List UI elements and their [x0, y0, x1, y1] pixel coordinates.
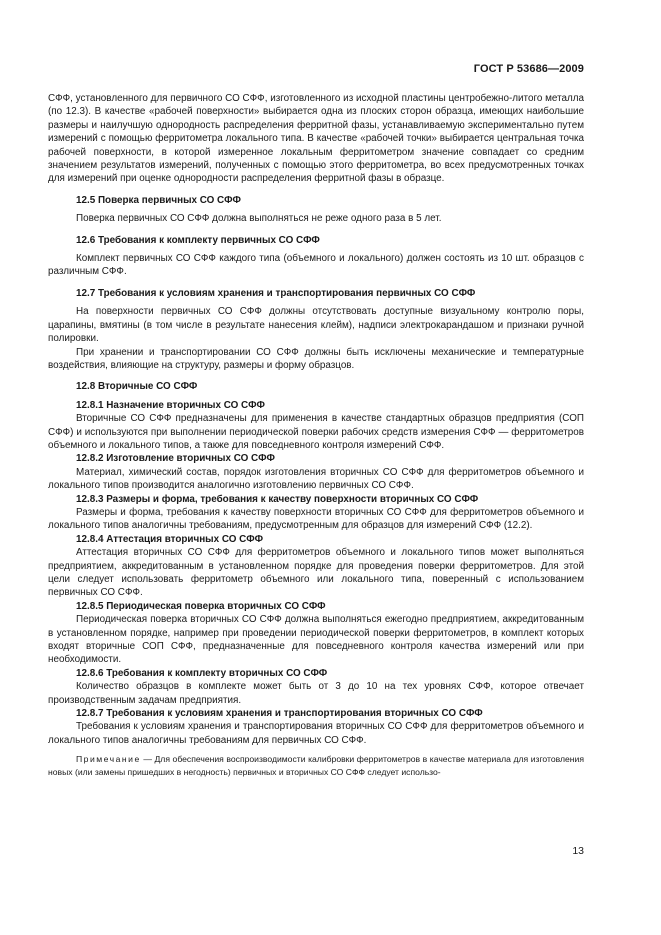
standard-header: ГОСТ Р 53686—2009 [473, 63, 584, 75]
section-12-7-text-2: При хранении и транспортировании СО СФФ должны быть исключены механические и температурные воздействия, влияющие на структуру, размеры и форму образцов. [48, 346, 584, 371]
section-12-8-6-title: 12.8.6 Требования к комплекту вторичных СО СФФ [76, 667, 328, 679]
section-12-8-1-text: Вторичные СО СФФ предназначены для применения в качестве стандартных образцов предприятия (СОП СФФ) и используются при выполнении периодической поверки рабочих средств измерения СФФ — ферритометров объемного и локального типов, а также для повседневного контроля измерений СФФ. [48, 413, 584, 451]
section-12-5-title: 12.5 Поверка первичных СО СФФ [76, 194, 241, 206]
section-12-8-3-title: 12.8.3 Размеры и форма, требования к качеству поверхности вторичных СО СФФ [76, 493, 479, 505]
section-12-7-text-1: На поверхности первичных СО СФФ должны отсутствовать доступные визуальному контролю поры, царапины, вмятины (в том числе в результате нанесения клейм), надписи электрокарандашом и признаки ручной полировки. [48, 306, 584, 345]
section-12-8-2-title: 12.8.2 Изготовление вторичных СО СФФ [76, 453, 275, 465]
note-paragraph [48, 753, 584, 778]
intro-paragraph: СФФ, установленного для первичного СО СФФ, изготовленного из исходной пластины центробежно-литого металла (по 12.3). В качестве «рабочей поверхности» выбирается одна из плоских сторон образца, имеющих наибольшие размеры и наилучшую однородность распределения ферритной фазы, устанавливаемую экспериментально путем измерений с помощью ферритометра локального типа. В качестве «рабочей точки» выбирается центральная точка рабочей поверхности, в которой измеренное локальным ферритометром значение совпадает со средним значением результатов измерений, полученных с помощью этого ферритометра, во всех предусмотренных точках для измерений при оценке однородности распределения ферритной фазы в образце. [48, 93, 584, 185]
section-12-8-4-title: 12.8.4 Аттестация вторичных СО СФФ [76, 533, 264, 545]
document-body [48, 92, 584, 778]
section-12-6-title: 12.6 Требования к комплекту первичных СО СФФ [76, 234, 320, 246]
document-page [48, 0, 584, 935]
section-12-8-7-text: Требования к условиям хранения и транспортирования вторичных СО СФФ для ферритометров объемного и локального типов аналогичны требованиям для первичных СО СФФ. [48, 721, 584, 746]
section-12-8-2-text: Материал, химический состав, порядок изготовления вторичных СО СФФ для ферритометров объемного и локального типов производится аналогично изготовлению первичных СО СФФ. [48, 466, 584, 492]
section-12-8-5-title: 12.8.5 Периодическая поверка вторичных СО СФФ [76, 600, 326, 612]
section-12-8-7-title: 12.8.7 Требования к условиям хранения и транспортирования вторичных СО СФФ [76, 708, 483, 720]
section-12-8-4-text: Аттестация вторичных СО СФФ для ферритометров объемного и локального типов может выполняться предприятием, аккредитованным в установленном порядке для проведения поверки ферритометров. Для этой цели следует использовать ферритометр объемного или локального типа, поверенный с использованием первичных СО СФФ. [48, 547, 584, 599]
section-12-8-6-text: Количество образцов в комплекте может быть от 3 до 10 на тех уровнях СФФ, которое отвечает производственным задачам предприятия. [48, 681, 584, 706]
section-12-8-title: 12.8 Вторичные СО СФФ [76, 381, 198, 393]
section-12-7-title: 12.7 Требования к условиям хранения и транспортирования первичных СО СФФ [76, 287, 476, 299]
section-12-5-text: Поверка первичных СО СФФ должна выполняться не реже одного раза в 5 лет. [76, 213, 442, 225]
section-12-8-5-text: Периодическая поверка вторичных СО СФФ должна выполняться ежегодно предприятием, аккредитованным в установленном порядке, например при проведении периодической поверки ферритометров, в комплект которых входят вторичные СОП СФФ, предназначенные для повседневного контроля качества измерений или при необходимости. [48, 614, 584, 666]
page-number: 13 [572, 845, 584, 857]
note-label: Примечание [76, 754, 141, 765]
note-text: — Для обеспечения воспроизводимости калибровки ферритометров в качестве материала для изготовления новых (или замены пришедших в негодность) первичных и вторичных СО СФФ следует использо- [48, 754, 584, 777]
section-12-6-text: Комплект первичных СО СФФ каждого типа (объемного и локального) должен состоять из 10 шт. образцов с различным СФФ. [48, 253, 584, 278]
section-12-8-3-text: Размеры и форма, требования к качеству поверхности вторичных СО СФФ для ферритометров объемного и локального типов аналогичны требованиям, предусмотренным для образцов для измерений СФФ (12.2). [48, 506, 584, 532]
section-12-8-1-title: 12.8.1 Назначение вторичных СО СФФ [76, 399, 265, 411]
